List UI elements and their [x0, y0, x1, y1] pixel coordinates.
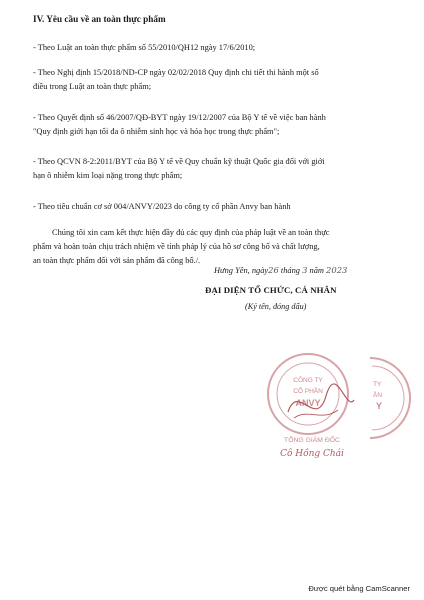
side-stamp-3: Y	[376, 401, 383, 411]
scanner-watermark: Được quét bằng CamScanner	[308, 584, 410, 593]
signer-name: Cô Hồng Chái	[280, 449, 344, 459]
place-date	[214, 265, 347, 275]
date-day: 26	[268, 265, 279, 275]
item-decree-15-line1: - Theo Nghị định 15/2018/ND-CP ngày 02/02/2018 Quy định chi tiết thi hành một số	[33, 68, 319, 77]
month-word: tháng	[280, 266, 300, 275]
section-heading: IV. Yêu cầu về an toàn thực phẩm	[33, 14, 166, 24]
year-word: năm	[309, 266, 324, 275]
item-tcvs-004: - Theo tiêu chuẩn cơ sở 004/ANVY/2023 do công ty cổ phần Anvy ban hành	[33, 202, 291, 211]
stamp-graphic	[250, 352, 420, 462]
commitment-line3: an toàn thực phẩm đối với sản phẩm đã công bố./.	[33, 256, 201, 265]
org-title: ĐẠI DIỆN TỔ CHỨC, CÁ NHÂN	[205, 285, 337, 295]
place-prefix: Hưng Yên, ngày	[214, 266, 269, 275]
item-decision-46-line1: - Theo Quyết định số 46/2007/QĐ-BYT ngày 19/12/2007 của Bộ Y tế về việc ban hành	[33, 113, 326, 122]
item-qcvn-line1: - Theo QCVN 8-2:2011/BYT của Bộ Y tế về Quy chuẩn kỹ thuật Quốc gia đối với giới	[33, 157, 325, 166]
role-title: TỔNG GIÁM ĐỐC	[284, 437, 340, 444]
signature-stamp	[250, 352, 420, 462]
commitment-line2: phẩm và hoàn toàn chịu trách nhiệm về tính pháp lý của hồ sơ công bố và chất lượng,	[33, 242, 320, 251]
sign-note: (Ký tên, đóng dấu)	[245, 302, 307, 311]
stamp-top: CÔNG TY	[293, 377, 323, 384]
side-stamp-1: TY	[373, 381, 382, 388]
item-qcvn-line2: hạn ô nhiễm kim loại nặng trong thực phẩm;	[33, 171, 183, 180]
date-year: 2023	[326, 265, 348, 275]
stamp-mid: CỔ PHẦN	[293, 388, 323, 395]
item-law-55: - Theo Luật an toàn thực phẩm số 55/2010/QH12 ngày 17/6/2010;	[33, 43, 256, 52]
stamp-name: ANVY	[295, 398, 321, 408]
side-stamp-2: ẦN	[373, 392, 383, 399]
date-month: 3	[302, 265, 308, 275]
item-decision-46-line2: "Quy định giới hạn tối đa ô nhiễm sinh học và hóa học trong thực phẩm";	[33, 127, 280, 136]
commitment-line1: Chúng tôi xin cam kết thực hiện đầy đủ các quy định của pháp luật về an toàn thực	[52, 228, 330, 237]
item-decree-15-line2: điều trong Luật an toàn thực phẩm;	[33, 82, 152, 91]
